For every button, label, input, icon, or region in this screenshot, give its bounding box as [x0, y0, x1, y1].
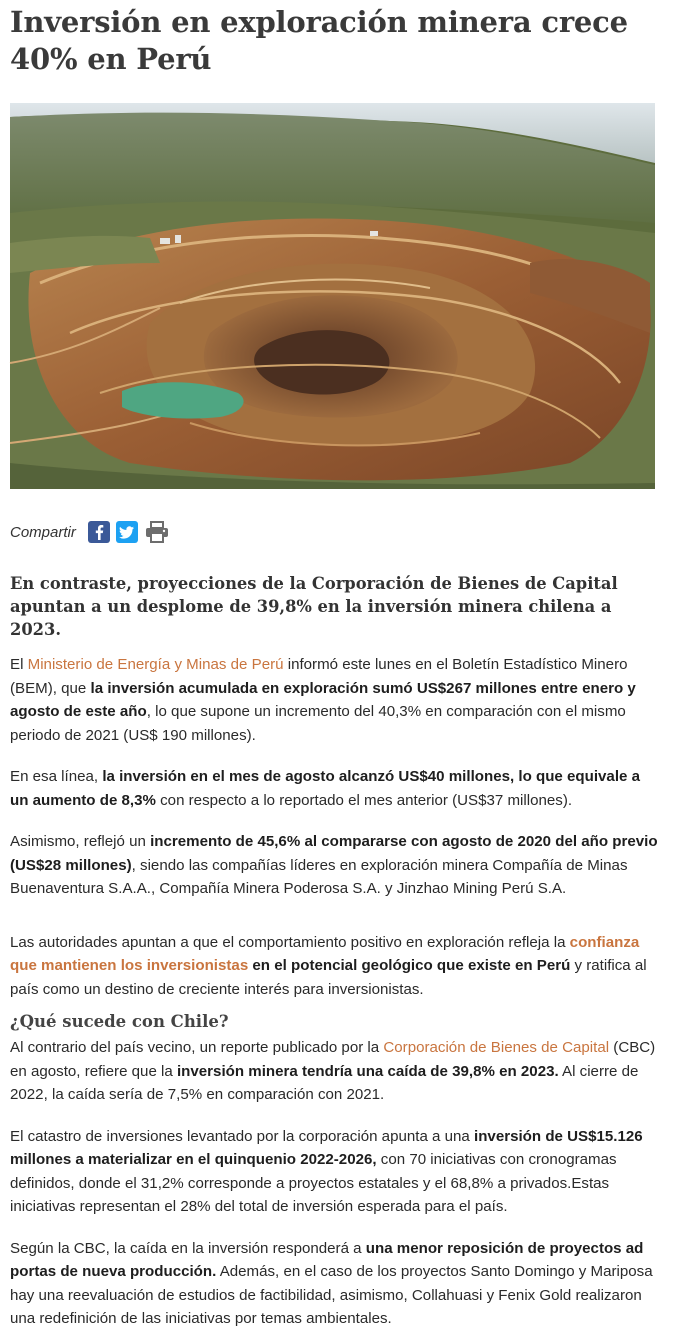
facebook-icon[interactable]	[88, 521, 110, 543]
paragraph-7	[10, 1237, 660, 1331]
bold-text: la inversión acumulada en exploración sumó US$267 millones entre enero y agosto de este año	[10, 679, 636, 720]
hero-image	[10, 103, 655, 489]
article-lead: En contraste, proyecciones de la Corporación de Bienes de Capital apuntan a un desplome de 39,8% en la inversión minera chilena a 2023.	[10, 574, 618, 639]
share-label: Compartir	[10, 523, 76, 541]
paragraph-1	[10, 653, 660, 747]
text: Según la CBC, la caída en la inversión responderá a	[10, 1239, 366, 1257]
text: En esa línea,	[10, 768, 103, 785]
print-icon[interactable]	[144, 521, 170, 543]
text: con respecto a lo reportado el mes anterior (US$37 millones).	[155, 791, 573, 809]
link-confianza-inversionistas[interactable]: confianza que mantienen los inversionistas	[10, 933, 640, 974]
paragraph-2	[10, 765, 660, 812]
text: Las autoridades apuntan a que el comportamiento positivo en exploración refleja la	[10, 933, 570, 951]
text: El	[10, 656, 28, 673]
section-heading-chile: ¿Qué sucede con Chile?	[10, 1012, 229, 1031]
text: y ratifica al país como un destino de creciente interés para inversionistas.	[10, 957, 647, 998]
twitter-icon[interactable]	[116, 521, 138, 543]
text: El catastro de inversiones levantado por la corporación apunta a una	[10, 1127, 475, 1145]
link-ministerio-energia-minas[interactable]: Ministerio de Energía y Minas de Perú	[27, 656, 284, 673]
text: Al contrario del país vecino, un reporte publicado por la	[10, 1039, 384, 1056]
bold-text: en el potencial geológico que existe en Perú	[248, 957, 571, 974]
text: Además, en el caso de los proyectos Santo Domingo y Mariposa hay una reevaluación de estudios de factibilidad, asimismo, Collahuasi y Fenix Gold realizaron una redefinición de las iniciativas por temas ambientales.	[10, 1263, 653, 1327]
text: , siendo las compañías líderes en exploración minera Compañía de Minas Buenaventura S.A.A., Compañía Minera Poderosa S.A. y Jinzhao Mining Perú S.A.	[10, 856, 628, 897]
bold-text: inversión minera tendría una caída de 39,8% en 2023.	[176, 1062, 559, 1080]
bold-text: incremento de 45,6% al compararse con agosto de 2020 del año previo (US$28 millones)	[10, 833, 658, 874]
bold-text: una menor reposición de proyectos ad portas de nueva producción.	[10, 1239, 644, 1280]
share-bar	[10, 517, 663, 547]
text: Al cierre de 2022, la caída sería de 7,5% en comparación con 2021.	[10, 1062, 639, 1103]
article-page	[0, 4, 673, 1327]
bold-text: inversión de US$15.126 millones a materializar en el quinquenio 2022-2026,	[10, 1127, 643, 1168]
paragraph-3	[10, 830, 660, 901]
mine-aerial-photo	[10, 103, 655, 489]
paragraph-6	[10, 1125, 660, 1219]
text: con 70 iniciativas con cronogramas definidos, donde el 31,2% corresponde a proyectos estatales y el 68,8% a privados.Estas iniciativas representan el 28% del total de inversión esperada para el país.	[10, 1151, 617, 1215]
text: informó este lunes en el Boletín Estadístico Minero (BEM), que	[10, 656, 628, 697]
text: , lo que supone un incremento del 40,3% en comparación con el mismo periodo de 2021 (US$ 190 millones).	[10, 703, 626, 744]
text: (CBC) en agosto, refiere que la	[10, 1039, 656, 1080]
paragraph-4	[10, 931, 660, 1002]
bold-text: la inversión en el mes de agosto alcanzó US$40 millones, lo que equivale a un aumento de 8,3%	[10, 768, 641, 809]
link-corporacion-bienes-capital[interactable]: Corporación de Bienes de Capital	[383, 1039, 610, 1056]
paragraph-5	[10, 1036, 660, 1107]
text: Asimismo, reflejó un	[10, 833, 151, 850]
article-title: Inversión en exploración minera crece 40% en Perú	[10, 5, 628, 76]
